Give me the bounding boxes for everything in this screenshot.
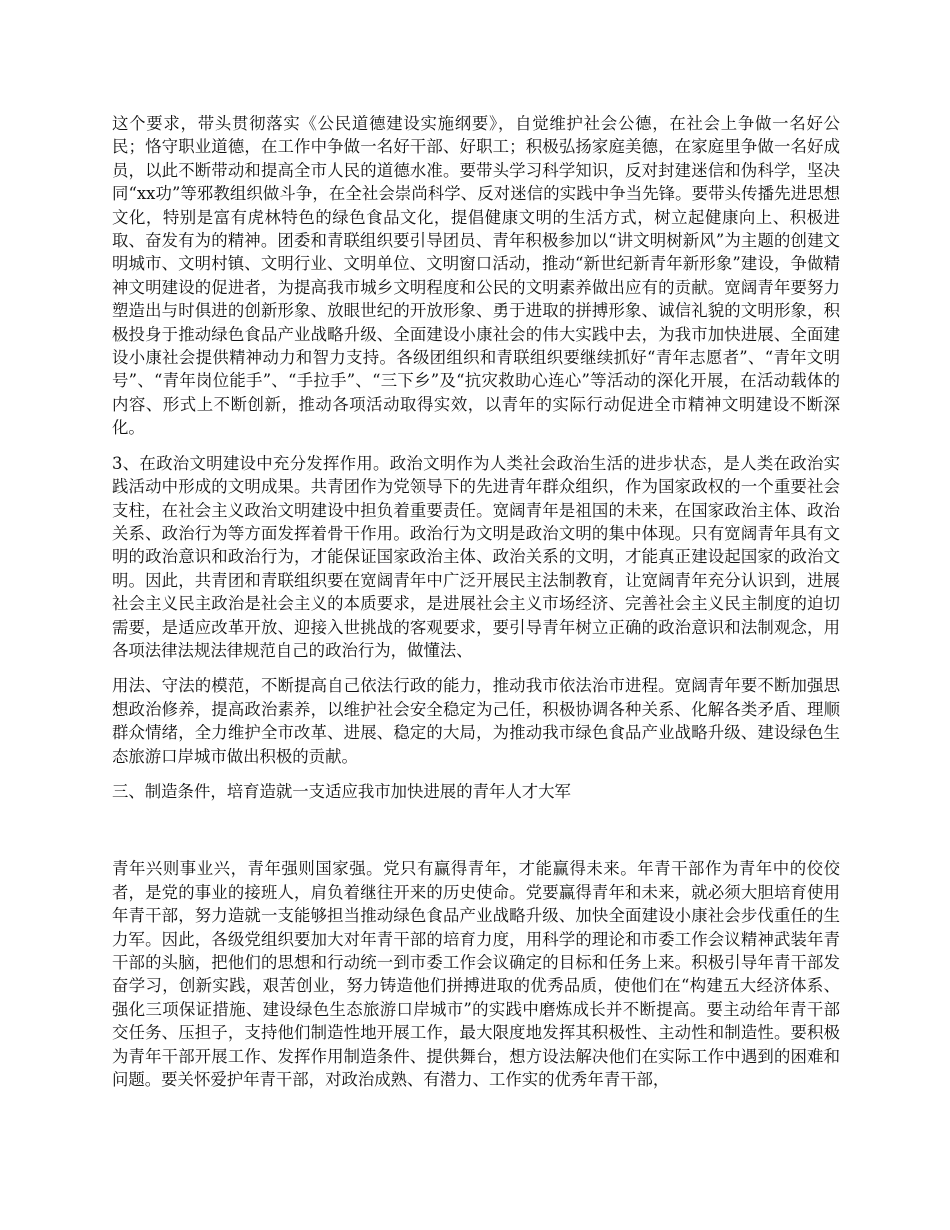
paragraph-rule-of-law: 用法、守法的模范，不断提高自己依法行政的能力，推动我市依法治市进程。宽阔青年要不断加强思想政治修养，提高政治素养，以维护社会安全稳定为己任，积极协调各种关系、化解各类矛盾、理顺群众情绪，全力维护全市改革、进展、稳定的大局，为推动我市绿色食品产业战略升级、建设绿色生态旅游口岸城市做出积极的贡献。 [112,676,840,766]
document-body [112,112,840,1091]
section-heading-three: 三、制造条件，培育造就一支适应我市加快进展的青年人才大军 [112,781,571,801]
paragraph-moral-culture: 这个要求，带头贯彻落实《公民道德建设实施纲要》，自觉维护社会公德，在社会上争做一名好公民；恪守职业道德，在工作中争做一名好干部、好职工；积极弘扬家庭美德，在家庭里争做一名好成员，以此不断带动和提高全市人民的道德水准。要带头学习科学知识，反对封建迷信和伪科学，坚决同“xx功”等邪教组织做斗争，在全社会崇尚科学、反对迷信的实践中争当先锋。要带头传播先进思想文化，特别是富有虎林特色的绿色食品文化，提倡健康文明的生活方式，树立起健康向上、积极进取、奋发有为的精神。团委和青联组织要引导团员、青年积极参加以“讲文明树新风”为主题的创建文明城市、文明村镇、文明行业、文明单位、文明窗口活动，推动“新世纪新青年新形象”建设，争做精神文明建设的促进者，为提高我市城乡文明程度和公民的文明素养做出应有的贡献。宽阔青年要努力塑造出与时俱进的创新形象、放眼世纪的开放形象、勇于进取的拼搏形象、诚信礼貌的文明形象，积极投身于推动绿色食品产业战略升级、全面建设小康社会的伟大实践中去，为我市加快进展、全面建设小康社会提供精神动力和智力支持。各级团组织和青联组织要继续抓好“青年志愿者”、“青年文明号”、“青年岗位能手”、“手拉手”、“三下乡”及“抗灾救助心连心”等活动的深化开展，在活动载体的内容、形式上不断创新，推动各项活动取得实效，以青年的实际行动促进全市精神文明建设不断深化。 [112,114,840,438]
paragraph-spacer [112,768,840,780]
paragraph-young-cadres: 青年兴则事业兴，青年强则国家强。党只有赢得青年，才能赢得未来。年青干部作为青年中的佼佼者，是党的事业的接班人，肩负着继往开来的历史使命。党要赢得青年和未来，就必须大胆培育使用年青干部，努力造就一支能够担当推动绿色食品产业战略升级、加快全面建设小康社会步伐重任的生力军。因此，各级党组织要加大对年青干部的培育力度，用科学的理论和市委工作会议精神武装年青干部的头脑，把他们的思想和行动统一到市委工作会议确定的目标和任务上来。积极引导年青干部发奋学习，创新实践，艰苦创业，努力铸造他们拼搏进取的优秀品质，使他们在“构建五大经济体系、强化三项保证措施、建设绿色生态旅游口岸城市”的实践中磨炼成长并不断提高。要主动给年青干部交任务、压担子，支持他们制造性地开展工作，最大限度地发挥其积极性、主动性和制造性。要积极为青年干部开展工作、发挥作用制造条件、提供舞台，想方设法解决他们在实际工作中遇到的困难和问题。要关怀爱护年青干部，对政治成熟、有潜力、工作实的优秀年青干部， [112,859,840,1090]
paragraph-spacer [112,440,840,452]
paragraph-spacer [112,662,840,674]
paragraph-political-civilization: 3、在政治文明建设中充分发挥作用。政治文明作为人类社会政治生活的进步状态，是人类在政治实践活动中形成的文明成果。共青团作为党领导下的先进青年群众组织，作为国家政权的一个重要社会支柱，在社会主义政治文明建设中担负着重要责任。宽阔青年是祖国的未来，在国家政治主体、政治关系、政治行为等方面发挥着骨干作用。政治行为文明是政治文明的集中体现。只有宽阔青年具有文明的政治意识和政治行为，才能保证国家政治主体、政治关系的文明，才能真正建设起国家的政治文明。因此，共青团和青联组织要在宽阔青年中广泛开展民主法制教育，让宽阔青年充分认识到，进展社会主义民主政治是社会主义的本质要求，是进展社会主义市场经济、完善社会主义民主制度的迫切需要，是适应改革开放、迎接入世挑战的客观要求，要引导青年树立正确的政治意识和法制观念，用各项法律法规法律规范自己的政治行为，做懂法、 [112,453,840,660]
section-spacer [112,803,840,857]
